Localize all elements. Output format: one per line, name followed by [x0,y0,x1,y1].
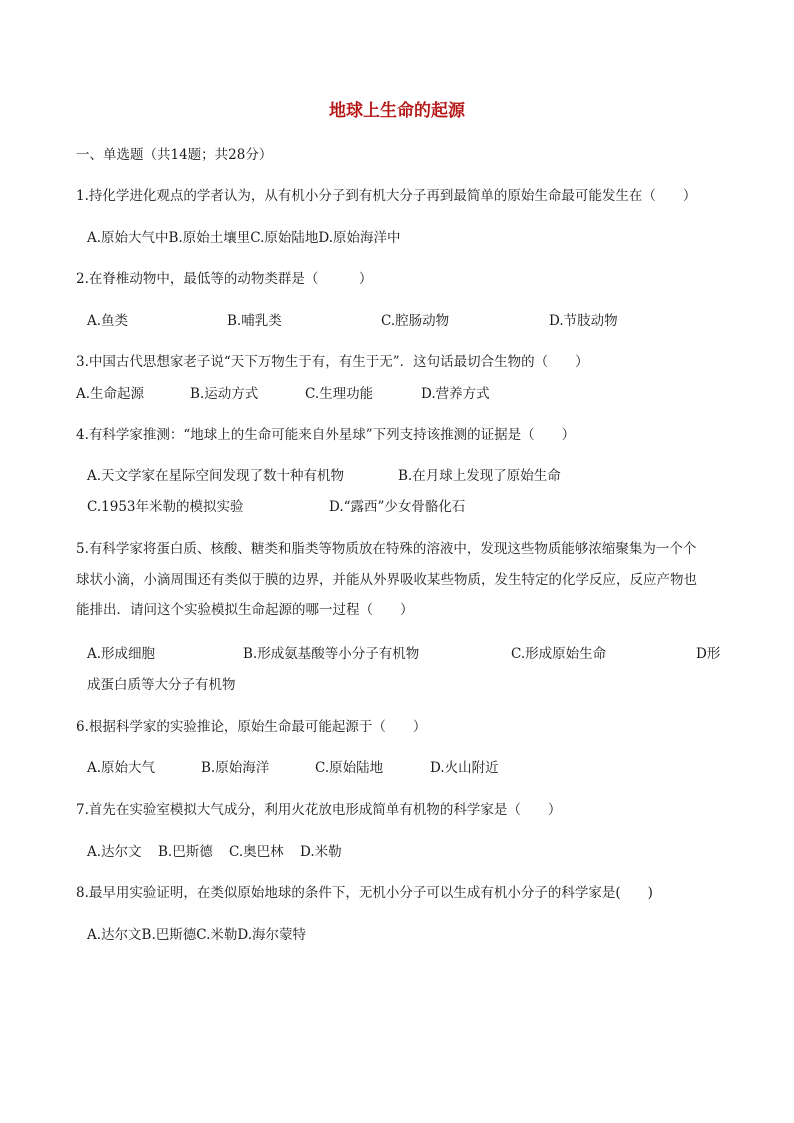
question-5-option-b: B.形成氨基酸等小分子有机物 [243,646,420,662]
question-6-option-b: B.原始海洋 [201,760,270,776]
question-3-option-c: C.生理功能 [305,386,374,402]
question-2-option-b: B.哺乳类 [227,313,282,329]
question-7-option-d: D.米勒 [300,844,342,860]
section-heading: 一、单选题（共14题；共28分） [76,147,273,163]
question-5-option-c: C.形成原始生命 [511,646,607,662]
question-3-stem: 3.中国古代思想家老子说“天下万物生于有，有生于无”．这句话最切合生物的（ ） [76,354,589,370]
page-title: 地球上生命的起源 [329,101,465,121]
question-6-stem: 6.根据科学家的实验推论，原始生命最可能起源于（ ） [76,719,427,735]
question-8-stem: 8.最早用实验证明，在类似原始地球的条件下，无机小分子可以生成有机小分子的科学家是( ) [76,885,653,901]
question-6-option-a: A.原始大气 [87,760,156,776]
question-1-stem: 1.持化学进化观点的学者认为，从有机小分子到有机大分子再到最简单的原始生命最可能发生在（ ） [76,188,697,204]
question-4-option-c: C.1953年米勒的模拟实验 [87,499,244,515]
question-7-stem: 7.首先在实验室模拟大气成分，利用火花放电形成简单有机物的科学家是（ ） [76,802,562,818]
question-1-options: A.原始大气中B.原始土壤里C.原始陆地D.原始海洋中 [87,230,401,246]
question-2-stem: 2.在脊椎动物中，最低等的动物类群是（ ） [76,271,373,287]
question-5-stem-line-3: 能排出．请问这个实验模拟生命起源的哪一过程（ ） [76,602,414,618]
question-2-option-d: D.节肢动物 [549,313,618,329]
question-4-option-d: D.“露西”少女骨骼化石 [329,499,466,515]
question-5-stem-line-1: 5.有科学家将蛋白质、核酸、糖类和脂类等物质放在特殊的溶液中，发现这些物质能够浓缩聚集为一个个 [76,541,697,557]
question-5-stem-line-2: 球状小滴，小滴周围还有类似于膜的边界，并能从外界吸收某些物质，发生特定的化学反应，反应产物也 [76,572,697,588]
question-5-option-a: A.形成细胞 [87,646,156,662]
question-4-stem: 4.有科学家推测：“地球上的生命可能来自外星球”下列支持该推测的证据是（ ） [76,427,576,443]
question-2-option-a: A.鱼类 [87,313,129,329]
question-8-options: A.达尔文B.巴斯德C.米勒D.海尔蒙特 [87,927,307,943]
question-4-option-a: A.天文学家在星际空间发现了数十种有机物 [87,468,345,484]
question-3-option-d: D.营养方式 [421,386,490,402]
question-3-option-b: B.运动方式 [190,386,259,402]
question-7-option-c: C.奥巴林 [229,844,284,860]
question-5-option-d-continued: 成蛋白质等大分子有机物 [87,677,236,693]
question-4-option-b: B.在月球上发现了原始生命 [398,468,561,484]
question-5-option-d: D形 [696,646,721,662]
question-6-option-c: C.原始陆地 [315,760,384,776]
question-2-option-c: C.腔肠动物 [381,313,450,329]
question-6-option-d: D.火山附近 [430,760,499,776]
question-7-option-b: B.巴斯德 [158,844,213,860]
question-3-option-a: A.生命起源 [76,386,145,402]
question-7-option-a: A.达尔文 [87,844,142,860]
